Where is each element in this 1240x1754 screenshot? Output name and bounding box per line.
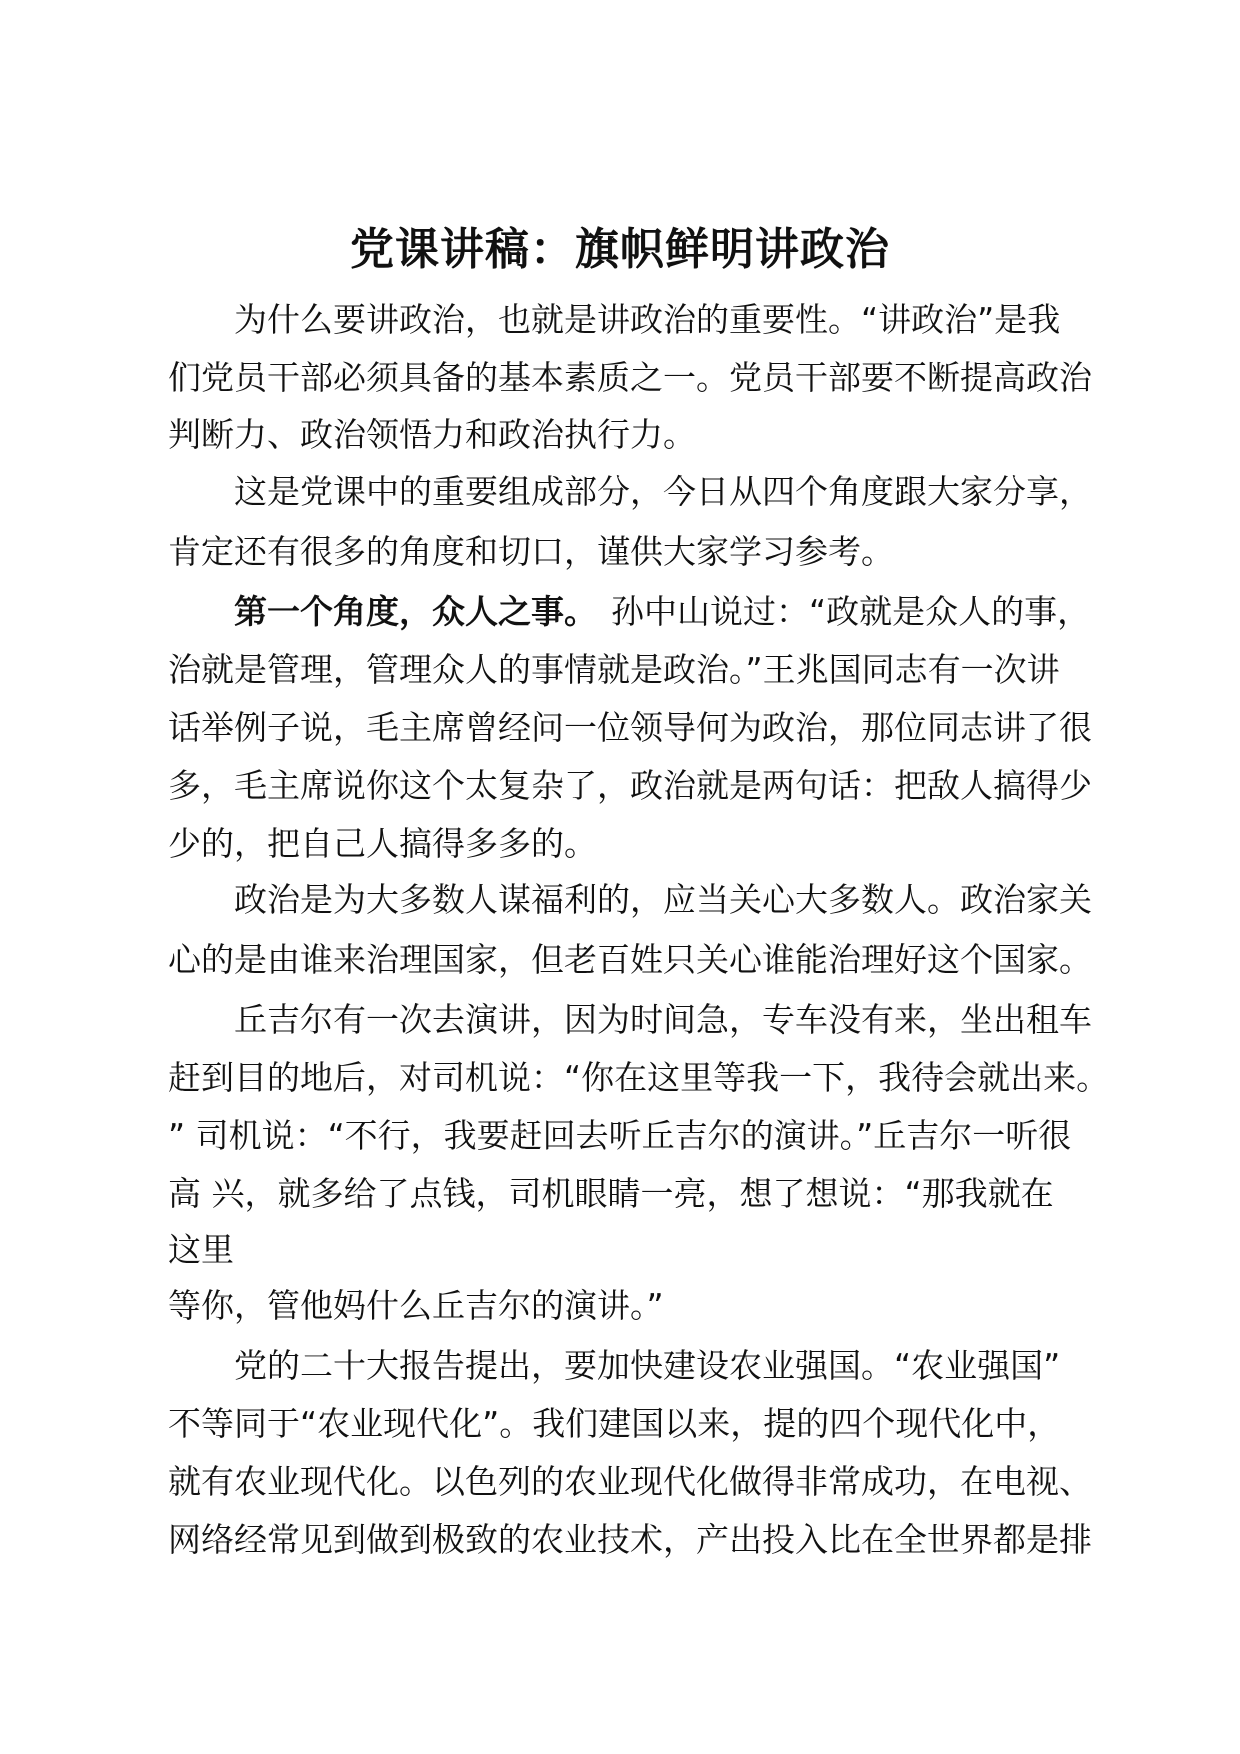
paragraph-3-line-2: 治就是管理，管理众人的事情就是政治。”王兆国同志有一次讲 (168, 650, 1060, 689)
section-heading: 第一个角度，众人之事。 (234, 592, 597, 631)
paragraph-2-line-1: 这是党课中的重要组成部分，今日从四个角度跟大家分享， (234, 472, 1092, 511)
paragraph-4-line-1: 政治是为大多数人谋福利的，应当关心大多数人。政治家关 (234, 880, 1092, 919)
paragraph-3-line-3: 话举例子说，毛主席曾经问一位领导何为政治，那位同志讲了很 (168, 708, 1092, 747)
paragraph-3-line-1 (234, 592, 1090, 632)
paragraph-5-line-6: 等你，管他妈什么丘吉尔的演讲。” (168, 1286, 664, 1325)
document-title: 党课讲稿：旗帜鲜明讲政治 (350, 224, 890, 275)
paragraph-6-line-2: 不等同于“农业现代化”。我们建国以来，提的四个现代化中， (168, 1404, 1061, 1443)
paragraph-1-line-1: 为什么要讲政治，也就是讲政治的重要性。“讲政治”是我 (234, 300, 1061, 339)
paragraph-3-line-1-text: 孙中山说过：“政就是众人的事， (611, 592, 1091, 631)
paragraph-3-line-5: 少的，把自己人搞得多多的。 (168, 824, 597, 863)
paragraph-1-line-3: 判断力、政治领悟力和政治执行力。 (168, 415, 696, 454)
paragraph-5-line-4: 高 兴，就多给了点钱，司机眼睛一亮，想了想说：“那我就在 (168, 1174, 1054, 1213)
paragraph-1-line-2: 们党员干部必须具备的基本素质之一。党员干部要不断提高政治 (168, 358, 1092, 397)
paragraph-5-line-2: 赶到目的地后，对司机说：“你在这里等我一下，我待会就出来。 (168, 1058, 1110, 1097)
paragraph-5-line-1: 丘吉尔有一次去演讲，因为时间急，专车没有来，坐出租车 (234, 1000, 1092, 1039)
paragraph-4-line-2: 心的是由谁来治理国家，但老百姓只关心谁能治理好这个国家。 (168, 940, 1092, 979)
paragraph-5-line-3: ” 司机说：“不行，我要赶回去听丘吉尔的演讲。”丘吉尔一听很 (168, 1116, 1072, 1155)
paragraph-5-line-5: 这里 (168, 1230, 234, 1269)
paragraph-2-line-2: 肯定还有很多的角度和切口，谨供大家学习参考。 (168, 532, 894, 571)
paragraph-6-line-3: 就有农业现代化。以色列的农业现代化做得非常成功，在电视、 (168, 1462, 1092, 1501)
paragraph-6-line-4: 网络经常见到做到极致的农业技术，产出投入比在全世界都是排 (168, 1520, 1092, 1559)
paragraph-3-line-4: 多，毛主席说你这个太复杂了，政治就是两句话：把敌人搞得少 (168, 766, 1092, 805)
paragraph-6-line-1: 党的二十大报告提出，要加快建设农业强国。“农业强国” (234, 1346, 1061, 1385)
